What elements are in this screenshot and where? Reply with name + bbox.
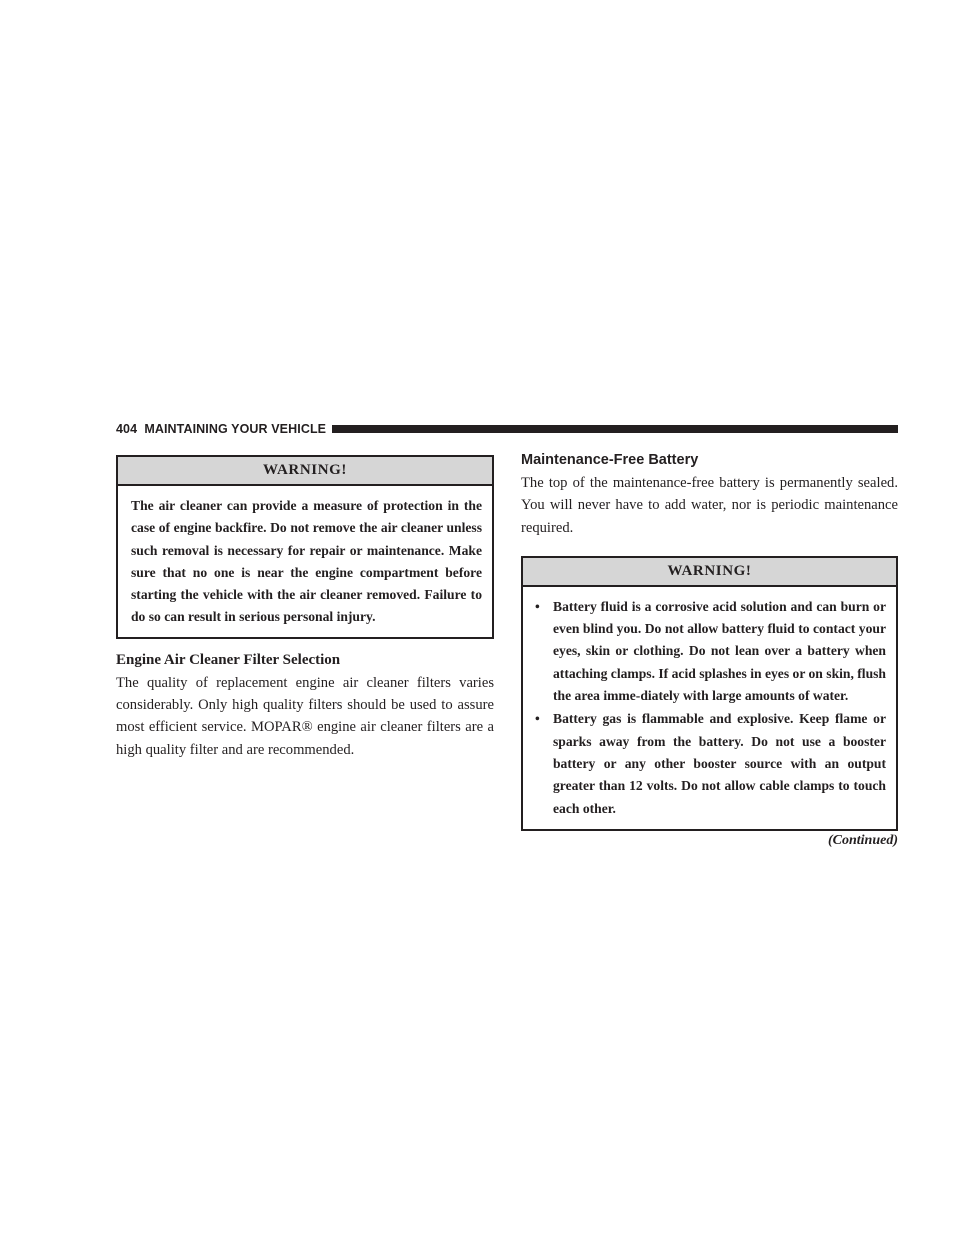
list-item-text: Battery fluid is a corrosive acid solution and can burn or even blind you. Do not allow battery fluid to contact your eyes, skin or clothing. Do not lean over a battery when attaching clamps. If acid splashes in eyes or on skin, flush the area imme-diately with large amounts of water. bbox=[553, 598, 886, 704]
list-item bbox=[535, 596, 886, 707]
section-heading-battery: Maintenance-Free Battery bbox=[521, 452, 699, 468]
left-column bbox=[116, 455, 494, 761]
warning-body bbox=[523, 587, 896, 829]
bullet-icon: • bbox=[535, 598, 540, 614]
right-column bbox=[521, 452, 898, 849]
header-rule bbox=[332, 425, 898, 433]
warning-title: WARNING! bbox=[118, 457, 492, 486]
page-number: 404 bbox=[116, 422, 138, 436]
list-item bbox=[535, 708, 886, 819]
page-header bbox=[116, 421, 898, 437]
warning-text: The air cleaner can provide a measure of protection in the case of engine backfire. Do not remove the air cleaner unless such removal is necessary for repair or maintenance. Make sure that no one is near the engine compartment before starting the vehicle with the air cleaner removed. Failure to do so can result in serious personal injury. bbox=[131, 498, 482, 625]
page-header-label bbox=[116, 422, 326, 436]
air-cleaner-warning-box bbox=[116, 455, 494, 639]
warning-list bbox=[535, 596, 886, 820]
bullet-icon: • bbox=[535, 711, 540, 727]
warning-title: WARNING! bbox=[523, 558, 896, 587]
section-title: MAINTAINING YOUR VEHICLE bbox=[144, 422, 327, 436]
battery-warning-box bbox=[521, 556, 898, 831]
section-heading-air-cleaner-filter: Engine Air Cleaner Filter Selection bbox=[116, 651, 341, 668]
paragraph-air-cleaner-filter: The quality of replacement engine air cleaner filters varies considerably. Only high quality filters should be used to assure most efficient service. MOPAR® engine air cleaner filters are a high quality filter and are recommended. bbox=[116, 674, 494, 758]
paragraph-battery: The top of the maintenance-free battery is permanently sealed. You will never have to add water, nor is periodic maintenance required. bbox=[521, 475, 898, 536]
list-item-text: Battery gas is flammable and explosive. Keep flame or sparks away from the battery. Do not use a booster battery or any other booster source with an output greater than 12 volts. Do not allow cable clamps to touch each other. bbox=[553, 711, 886, 816]
continued-label: (Continued) bbox=[827, 832, 898, 848]
